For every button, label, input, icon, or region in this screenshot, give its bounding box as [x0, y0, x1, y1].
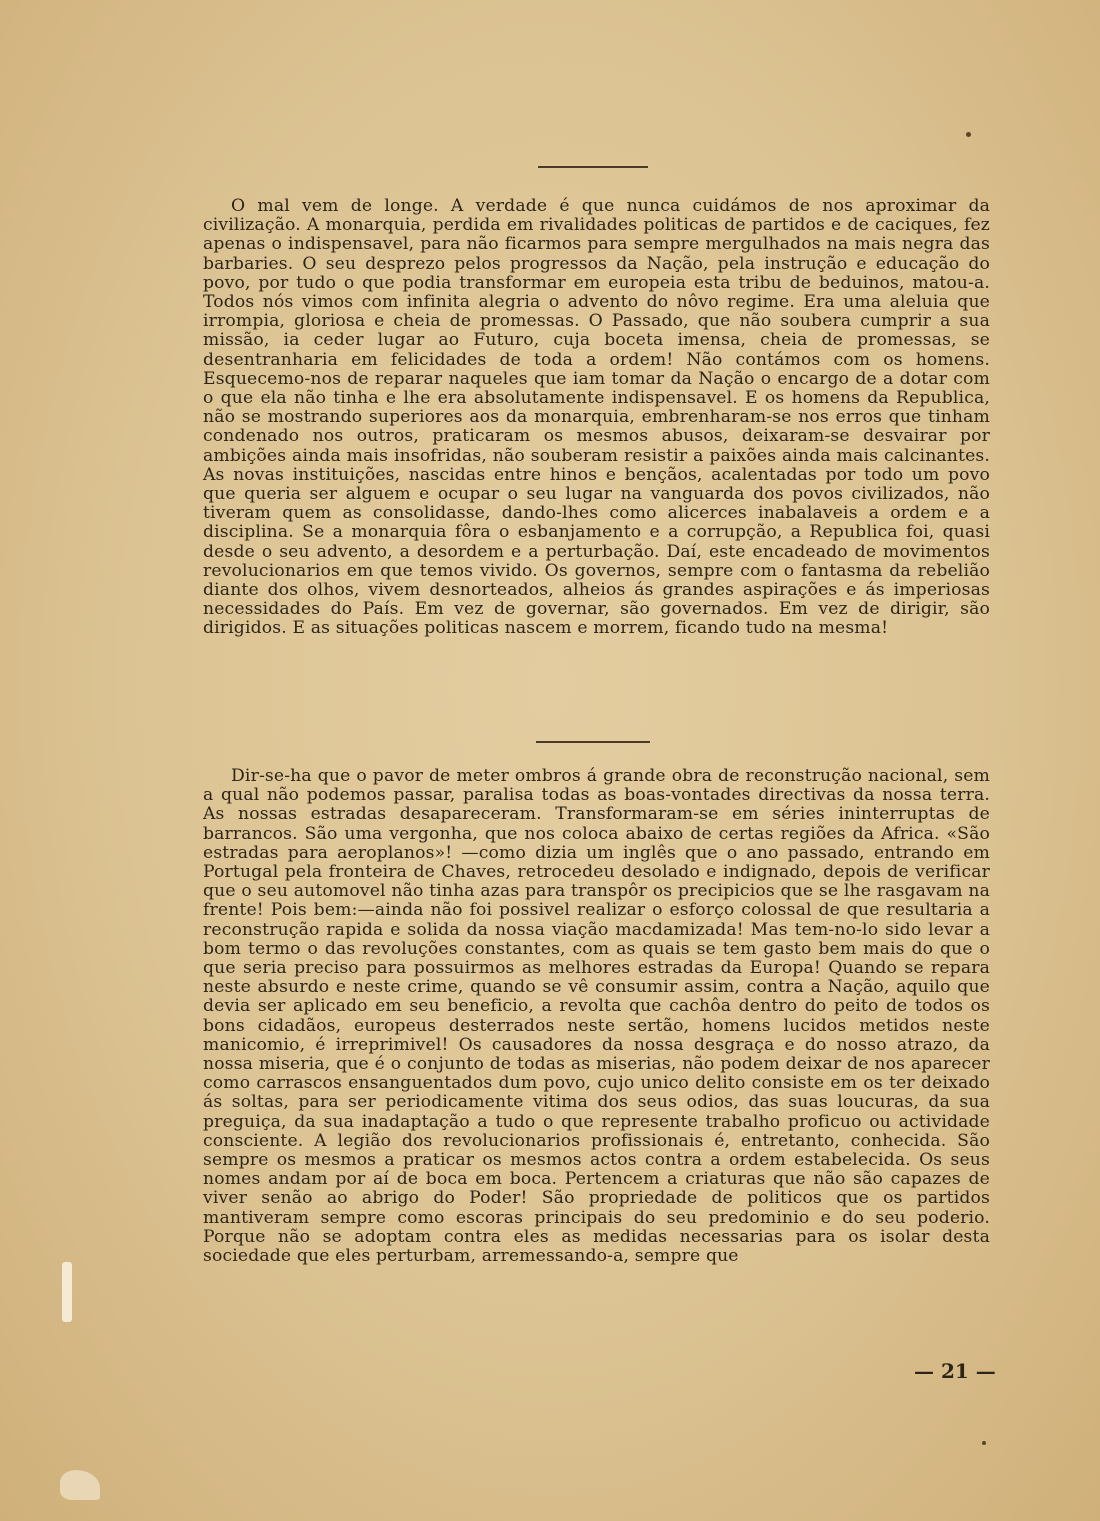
- ink-speck: [982, 1441, 986, 1445]
- paper-damage: [60, 1470, 100, 1500]
- page-number: — 21 —: [914, 1359, 996, 1383]
- section-divider: [536, 741, 650, 743]
- paragraph-2: [203, 767, 990, 1266]
- paragraph-1-text: O mal vem de longe. A verdade é que nunca cuidámos de nos aproximar da civilização. A monarquia, perdida em rivalidades politicas de partidos e de caciques, fez apenas o indispensavel, para não ficarmos para sempre mergulhados na mais negra das barbaries. O seu desprezo pelos progressos da Nação, pela instrução e educação do povo, por tudo o que podia transformar em europeia esta tribu de beduinos, matou-a. Todos nós vimos com infinita alegria o advento do nôvo regime. Era uma aleluia que irrompia, gloriosa e cheia de promessas. O Passado, que não soubera cumprir a sua missão, ia ceder lugar ao Futuro, cuja boceta imensa, cheia de promessas, se desentranharia em felicidades de toda a ordem! Não contámos com os homens. Esquecemo-nos de reparar naqueles que iam tomar da Nação o encargo de a dotar com o que ela não tinha e lhe era absolutamente indispensavel. E os homens da Republica, não se mostrando superiores aos da monarquia, embrenharam-se nos erros que tinham condenado nos outros, praticaram os mesmos abusos, deixaram-se desvairar por ambições ainda mais insofridas, não souberam resistir a paixões ainda mais calcinantes. As novas instituições, nascidas entre hinos e bençãos, acalentadas por todo um povo que queria ser alguem e ocupar o seu lugar na vanguarda dos povos civilizados, não tiveram quem as consolidasse, dando-lhes como alicerces inabalaveis a ordem e a disciplina. Se a monarquia fôra o esbanjamento e a corrupção, a Republica foi, quasi desde o seu advento, a desordem e a perturbação. Daí, este encadeado de movimentos revolucionarios em que temos vivido. Os governos, sempre com o fantasma da rebelião diante dos olhos, vivem desnorteados, alheios ás grandes aspirações e ás imperiosas necessidades do País. Em vez de governar, são governados. Em vez de dirigir, são dirigidos. E as situações politicas nascem e morrem, ficando tudo na mesma!: [203, 196, 990, 639]
- ink-speck: [966, 132, 971, 137]
- paper-damage: [62, 1262, 72, 1322]
- top-divider: [538, 166, 648, 168]
- paragraph-1: [203, 197, 990, 639]
- paragraph-2-text: Dir-se-ha que o pavor de meter ombros á grande obra de reconstrução nacional, sem a qual não podemos passar, paralisa todas as boas-vontades directivas da nossa terra. As nossas estradas desapareceram. Transformaram-se em séries ininterruptas de barrancos. São uma vergonha, que nos coloca abaixo de certas regiões da Africa. «São estradas para aeroplanos»! —como dizia um inglês que o ano passado, entrando em Portugal pela fronteira de Chaves, retrocedeu desolado e indignado, depois de verificar que o seu automovel não tinha azas para transpôr os precipicios que se lhe rasgavam na frente! Pois bem:—ainda não foi possivel realizar o esforço colossal de que resultaria a reconstrução rapida e solida da nossa viação macdamizada! Mas tem-no-lo sido levar a bom termo o das revoluções constantes, com as quais se tem gasto bem mais do que o que seria preciso para possuirmos as melhores estradas da Europa! Quando se repara neste absurdo e neste crime, quando se vê consumir assim, contra a Nação, aquilo que devia ser aplicado em seu beneficio, a revolta que cachôa dentro do peito de todos os bons cidadãos, europeus desterrados neste sertão, homens lucidos metidos neste manicomio, é irreprimivel! Os causadores da nossa desgraça e do nosso atrazo, da nossa miseria, que é o conjunto de todas as miserias, não podem deixar de nos aparecer como carrascos ensanguentados dum povo, cujo unico delito consiste em os ter deixado ás soltas, para ser periodicamente vitima dos seus odios, das suas loucuras, da sua preguiça, da sua inadaptação a tudo o que represente trabalho proficuo ou actividade consciente. A legião dos revolucionarios profissionais é, entretanto, conhecida. São sempre os mesmos a praticar os mesmos actos contra a ordem estabelecida. Os seus nomes andam por aí de boca em boca. Pertencem a criaturas que não são capazes de viver senão ao abrigo do Poder! São propriedade de politicos que os partidos mantiveram sempre como escoras principais do seu predominio e do seu poderio. Porque não se adoptam contra eles as medidas necessarias para os isolar desta sociedade que eles perturbam, arremessando-a, sempre que: [203, 766, 990, 1267]
